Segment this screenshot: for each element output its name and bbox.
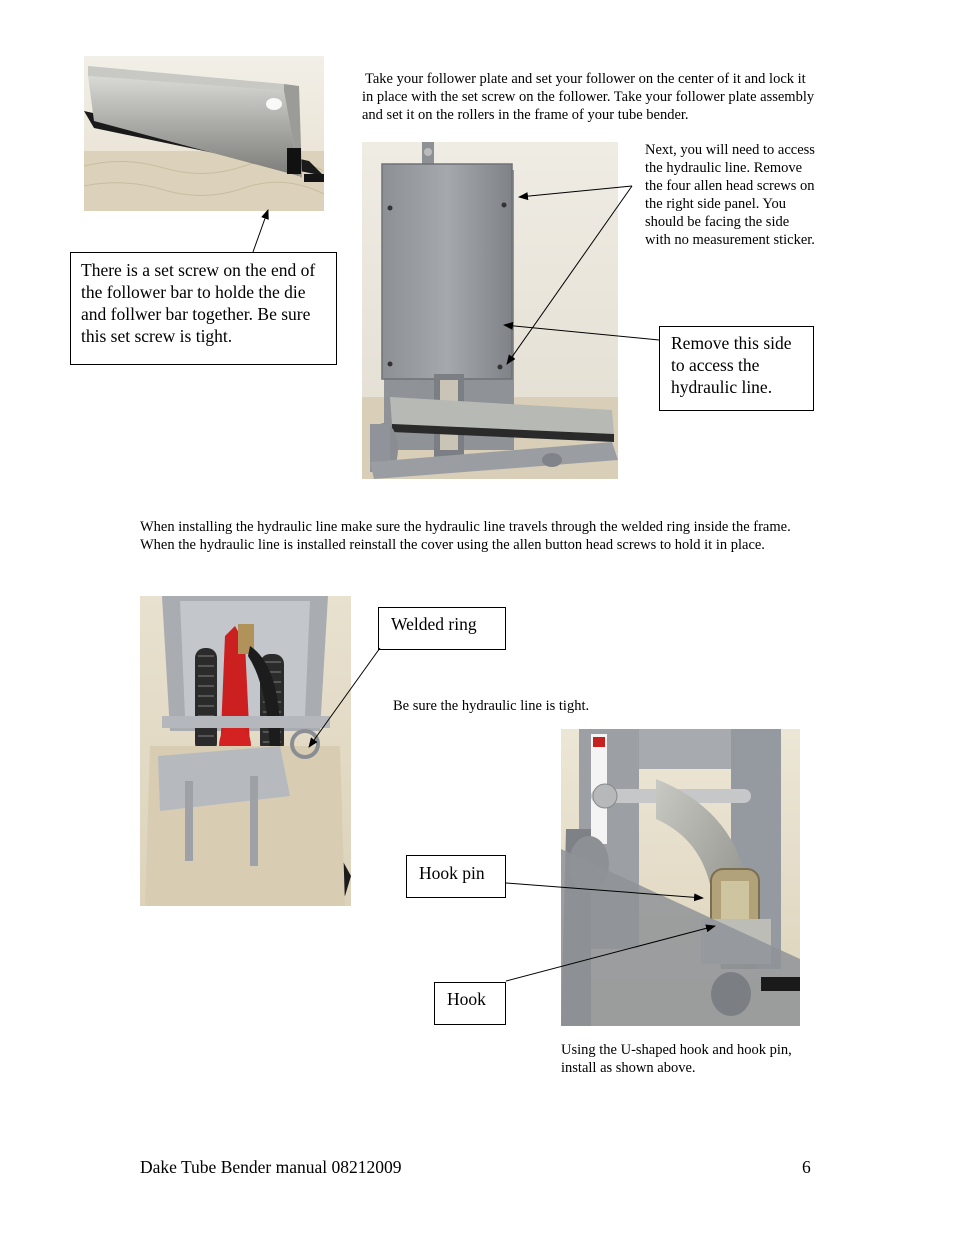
set-screw-arrow [253,210,268,252]
set-screw-callout [70,252,337,365]
hook-pin-callout-text: Hook pin [419,863,485,883]
page-number: 6 [802,1157,811,1177]
hydraulic-access-instructions: Next, you will need to access the hydraulic line. Remove the four allen head screws on the right side panel. You should be facing the side with no measurement sticker. [645,142,815,248]
footer-title: Dake Tube Bender manual 08212009 [140,1157,402,1177]
hook-pin-photo [561,729,800,1026]
welded-ring-callout-text: Welded ring [391,614,477,634]
welded-ring-callout [378,607,506,650]
remove-side-callout-text: Remove this side to access the hydraulic line. [671,333,792,397]
hydraulic-tight-note: Be sure the hydraulic line is tight. [393,698,590,714]
hook-pin-callout [406,855,506,898]
remove-side-callout [659,326,814,411]
follower-bar-photo [84,56,324,211]
hook-install-caption: Using the U-shaped hook and hook pin, install as shown above. [561,1042,792,1076]
hook-callout-text: Hook [447,989,486,1009]
follower-plate-instructions: Take your follower plate and set your follower on the center of it and lock it in place with the set screw on the follower. Take your follower plate assembly and set it on the rollers in the frame of your tube bender. [362,71,815,123]
hydraulic-install-instructions: When installing the hydraulic line make sure the hydraulic line travels through the welded ring inside the frame. When the hydraulic line is installed reinstall the cover using the allen button head screws to hold it in place. [140,519,791,553]
side-panel-photo [362,142,618,479]
set-screw-callout-text: There is a set screw on the end of the follower bar to holde the die and follwer bar together. Be sure this set screw is tight. [81,260,316,346]
hook-callout [434,982,506,1025]
hydraulic-line-photo [140,596,351,906]
